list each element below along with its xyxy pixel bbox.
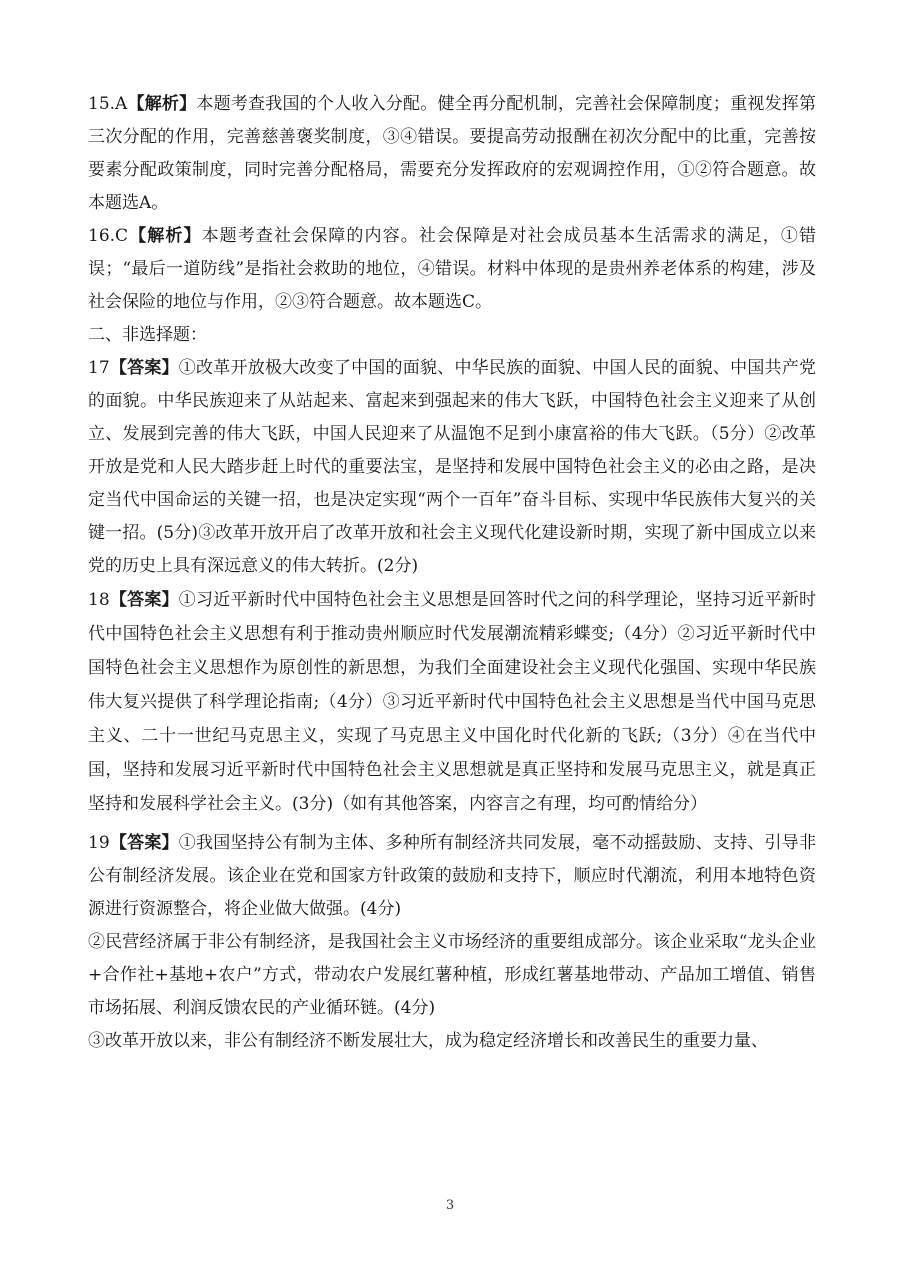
answer-18 [88,583,816,821]
paragraph-text: ①习近平新时代中国特色社会主义思想是回答时代之问的科学理论，坚持习近平新时代中国特色社会主义思想有利于推动贵州顺应时代发展潮流精彩蝶变;（4分）②习近平新时代中国特色社会主义思想作为原创性的新思想，为我们全面建设社会主义现代化强国、实现中华民族伟大复兴提供了科学理论指南;（4分）③习近平新时代中国特色社会主义思想是当代中国马克思主义、二十一世纪马克思主义，实现了马克思主义中国化时代化新的飞跃;（3分）④在当代中国，坚持和发展习近平新时代中国特色社会主义思想就是真正坚持和发展马克思主义，就是真正坚持和发展科学社会主义。(3分)（如有其他答案，内容言之有理，均可酌情给分） [88,590,817,814]
question-number: 15.A [88,94,128,114]
paragraph-text: ①我国坚持公有制为主体、多种所有制经济共同发展，毫不动摇鼓励、支持、引导非公有制经济发展。该企业在党和国家方针政策的鼓励和支持下，顺应时代潮流，利用本地特色资源进行资源整合，将企业做大做强。(4分) [88,833,817,919]
question-number: 19 [88,833,110,853]
section-label: 【答案】 [109,358,179,378]
paragraph-text: ③改革开放以来，非公有制经济不断发展壮大，成为稳定经济增长和改善民生的重要力量、 [88,1031,768,1051]
section-heading [88,319,816,352]
answer-19-point-3 [88,1025,816,1058]
answer-15 [88,88,816,220]
answer-19-point-2 [88,926,816,1025]
question-number: 17 [88,358,110,378]
page-number: 3 [445,1198,455,1213]
answer-19 [88,827,816,926]
answer-17 [88,352,816,583]
paragraph-text: ①改革开放极大改变了中国的面貌、中华民族的面貌、中国人民的面貌、中国共产党的面貌。中华民族迎来了从站起来、富起来到强起来的伟大飞跃，中国特色社会主义迎来了从创立、发展到完善的伟大飞跃，中国人民迎来了从温饱不足到小康富裕的伟大飞跃。（5分）②改革开放是党和人民大踏步赶上时代的重要法宝，是坚持和发展中国特色社会主义的必由之路，是决定当代中国命运的关键一招，也是决定实现“两个一百年”奋斗目标、实现中华民族伟大复兴的关键一招。(5分)③改革开放开启了改革开放和社会主义现代化建设新时期，实现了新中国成立以来党的历史上具有深远意义的伟大转折。(2分) [88,358,817,576]
section-label: 【解析】 [128,226,202,246]
paragraph-text: ②民营经济属于非公有制经济，是我国社会主义市场经济的重要组成部分。该企业采取“龙头企业+合作社+基地+农户”方式，带动农户发展红薯种植，形成红薯基地带动、产品加工增值、销售市场拓展、利润反馈农民的产业循环链。(4分) [88,932,816,1018]
page-content [88,88,816,1058]
paragraph-text: 二、非选择题： [88,325,207,345]
paragraph-text: 本题考查社会保障的内容。社会保障是对社会成员基本生活需求的满足，①错误；“最后一道防线”是指社会救助的地位，④错误。材料中体现的是贵州养老体系的构建，涉及社会保险的地位与作用，②③符合题意。故本题选C。 [88,226,817,312]
section-label: 【解析】 [127,94,197,114]
question-number: 16.C [88,226,129,246]
section-label: 【答案】 [109,833,179,853]
answer-16 [88,220,816,319]
question-number: 18 [88,590,110,610]
section-label: 【答案】 [109,590,179,610]
paragraph-text: 本题考查我国的个人收入分配。健全再分配机制，完善社会保障制度；重视发挥第三次分配的作用，完善慈善褒奖制度，③④错误。要提高劳动报酬在初次分配中的比重，完善按要素分配政策制度，同时完善分配格局，需要充分发挥政府的宏观调控作用，①②符合题意。故本题选A。 [88,94,817,213]
